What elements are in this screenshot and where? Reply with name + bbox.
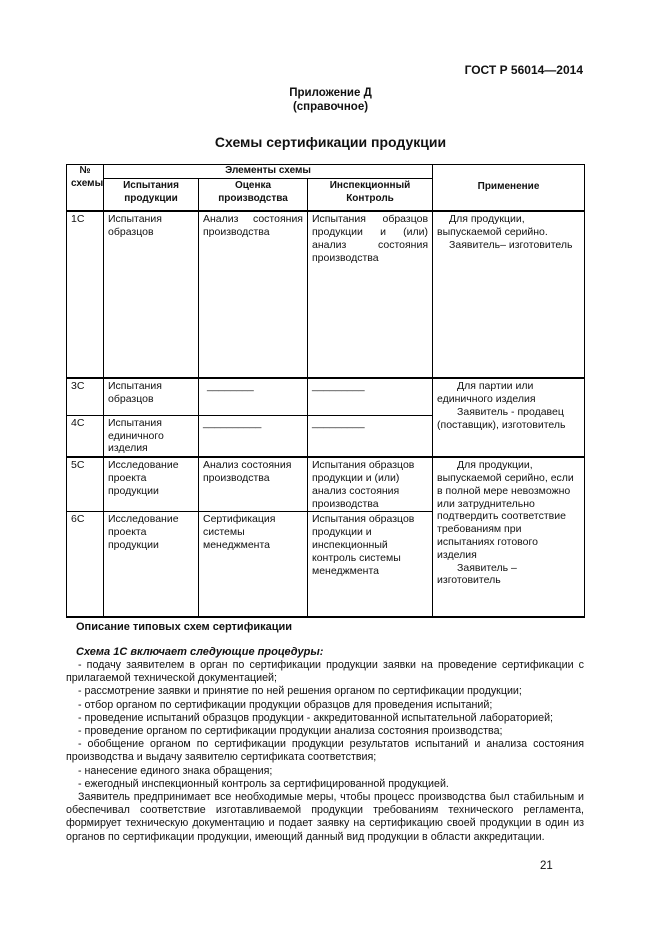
procedure-item: - проведение испытаний образцов продукции - аккредитованной испытательной лабораторией;: [78, 711, 554, 724]
procedure-item: - ежегодный инспекционный контроль за сертифицированной продукцией.: [78, 777, 449, 790]
closing-paragraph: Заявитель предпринимает все необходимые меры, чтобы процесс производства был стабильным и обеспечивал соответствие изготавливаемой продукции требованиям технического регламента, формирует техническую документацию и подает заявку на сертификацию своей продукции в один из органов по сертификации продукции, имеющий данный вид продукции в области аккредитации.: [66, 791, 584, 843]
procedure-item: - нанесение единого знака обращения;: [78, 764, 273, 777]
header-scheme-number: [67, 165, 104, 212]
certification-schemes-table: [66, 164, 585, 618]
header-text: Испытания: [123, 179, 179, 191]
cell-evaluation: __________: [199, 415, 308, 457]
application-text: Для партии или единичного изделия: [437, 380, 536, 406]
application-text: Для продукции, выпускаемой серийно.: [437, 213, 548, 239]
procedure-item: - рассмотрение заявки и принятие по ней решения органом по сертификации продукции;: [78, 685, 522, 698]
cell-inspection: Испытания образцов продукции и инспекционный контроль системы менеджмента: [308, 512, 433, 617]
description-heading: Описание типовых схем сертификации: [76, 621, 292, 633]
cell-inspection: Испытания образцов продукции и (или) анализ состояния производства: [308, 457, 433, 512]
page-title: Схемы сертификации продукции: [214, 134, 447, 150]
cell-evaluation: Анализ состояния производства: [199, 457, 308, 512]
standard-number: ГОСТ Р 56014—2014: [464, 63, 583, 77]
cell-testing: Исследование проекта продукции: [104, 457, 199, 512]
applicant-text: Заявитель - продавец (поставщик), изготовитель: [437, 405, 566, 431]
header-text: производства: [218, 192, 288, 204]
cell-application: [433, 457, 585, 617]
cell-inspection: _________: [308, 378, 433, 415]
table-row: [67, 378, 585, 415]
header-text: Оценка: [234, 179, 272, 191]
header-application: Применение: [433, 165, 585, 212]
procedures-list: [66, 659, 584, 844]
table-row: [67, 457, 585, 512]
cell-evaluation: Анализ состояния производства: [199, 211, 308, 378]
cell-inspection: Испытания образцов продукции и (или) анализ состояния производства: [308, 211, 433, 378]
header-text: Инспекционный: [329, 179, 411, 191]
application-text: Для продукции, выпускаемой серийно, если в полной мере невозможно или затруднительно подтвердить соответствие требованиям при испытаниях готового изделия: [437, 459, 574, 561]
procedure-item: - обобщение органом по сертификации продукции результатов испытаний и анализа состояния производства и выдачу заявителю сертификата соответствия;: [66, 738, 584, 764]
header-production-evaluation: [199, 178, 308, 211]
scheme-1c-heading: Схема 1С включает следующие процедуры:: [76, 646, 324, 658]
appendix-heading: [0, 86, 661, 114]
appendix-type: (справочное): [292, 101, 369, 113]
scheme-id: 5С: [67, 457, 104, 512]
cell-testing: Испытания единичного изделия: [104, 415, 199, 457]
appendix-title: Приложение Д: [289, 87, 372, 99]
scheme-id: 6С: [67, 512, 104, 617]
header-product-testing: [104, 178, 199, 211]
cell-application: [433, 378, 585, 457]
cell-testing: Исследование проекта продукции: [104, 512, 199, 617]
header-number-symbol: №: [79, 165, 91, 176]
table-row: [67, 211, 585, 378]
procedure-item: - проведение органом по сертификации продукции анализа состояния производства;: [78, 725, 503, 738]
cell-inspection: _________: [308, 415, 433, 457]
scheme-id: 1С: [67, 211, 104, 378]
header-number-label: схемы: [71, 177, 104, 189]
applicant-text: Заявитель – изготовитель: [437, 561, 517, 587]
procedure-item: - отбор органом по сертификации продукции образцов для проведения испытаний;: [78, 698, 493, 711]
page-number: 21: [540, 860, 553, 872]
scheme-id: 3С: [67, 378, 104, 415]
cell-application: [433, 211, 585, 378]
header-inspection-control: [308, 178, 433, 211]
cell-testing: Испытания образцов: [104, 211, 199, 378]
procedure-item: - подачу заявителем в орган по сертификации продукции заявки на проведение сертификации с прилагаемой технической документацией;: [66, 659, 584, 685]
header-text: Контроль: [346, 192, 394, 204]
header-elements-group: Элементы схемы: [104, 165, 433, 179]
applicant-text: Заявитель– изготовитель: [449, 238, 573, 251]
cell-evaluation: ________: [199, 378, 308, 415]
scheme-id: 4С: [67, 415, 104, 457]
table-header-row: [67, 165, 585, 179]
cell-evaluation: Сертификация системы менеджмента: [199, 512, 308, 617]
header-text: продукции: [124, 192, 178, 204]
cell-testing: Испытания образцов: [104, 378, 199, 415]
